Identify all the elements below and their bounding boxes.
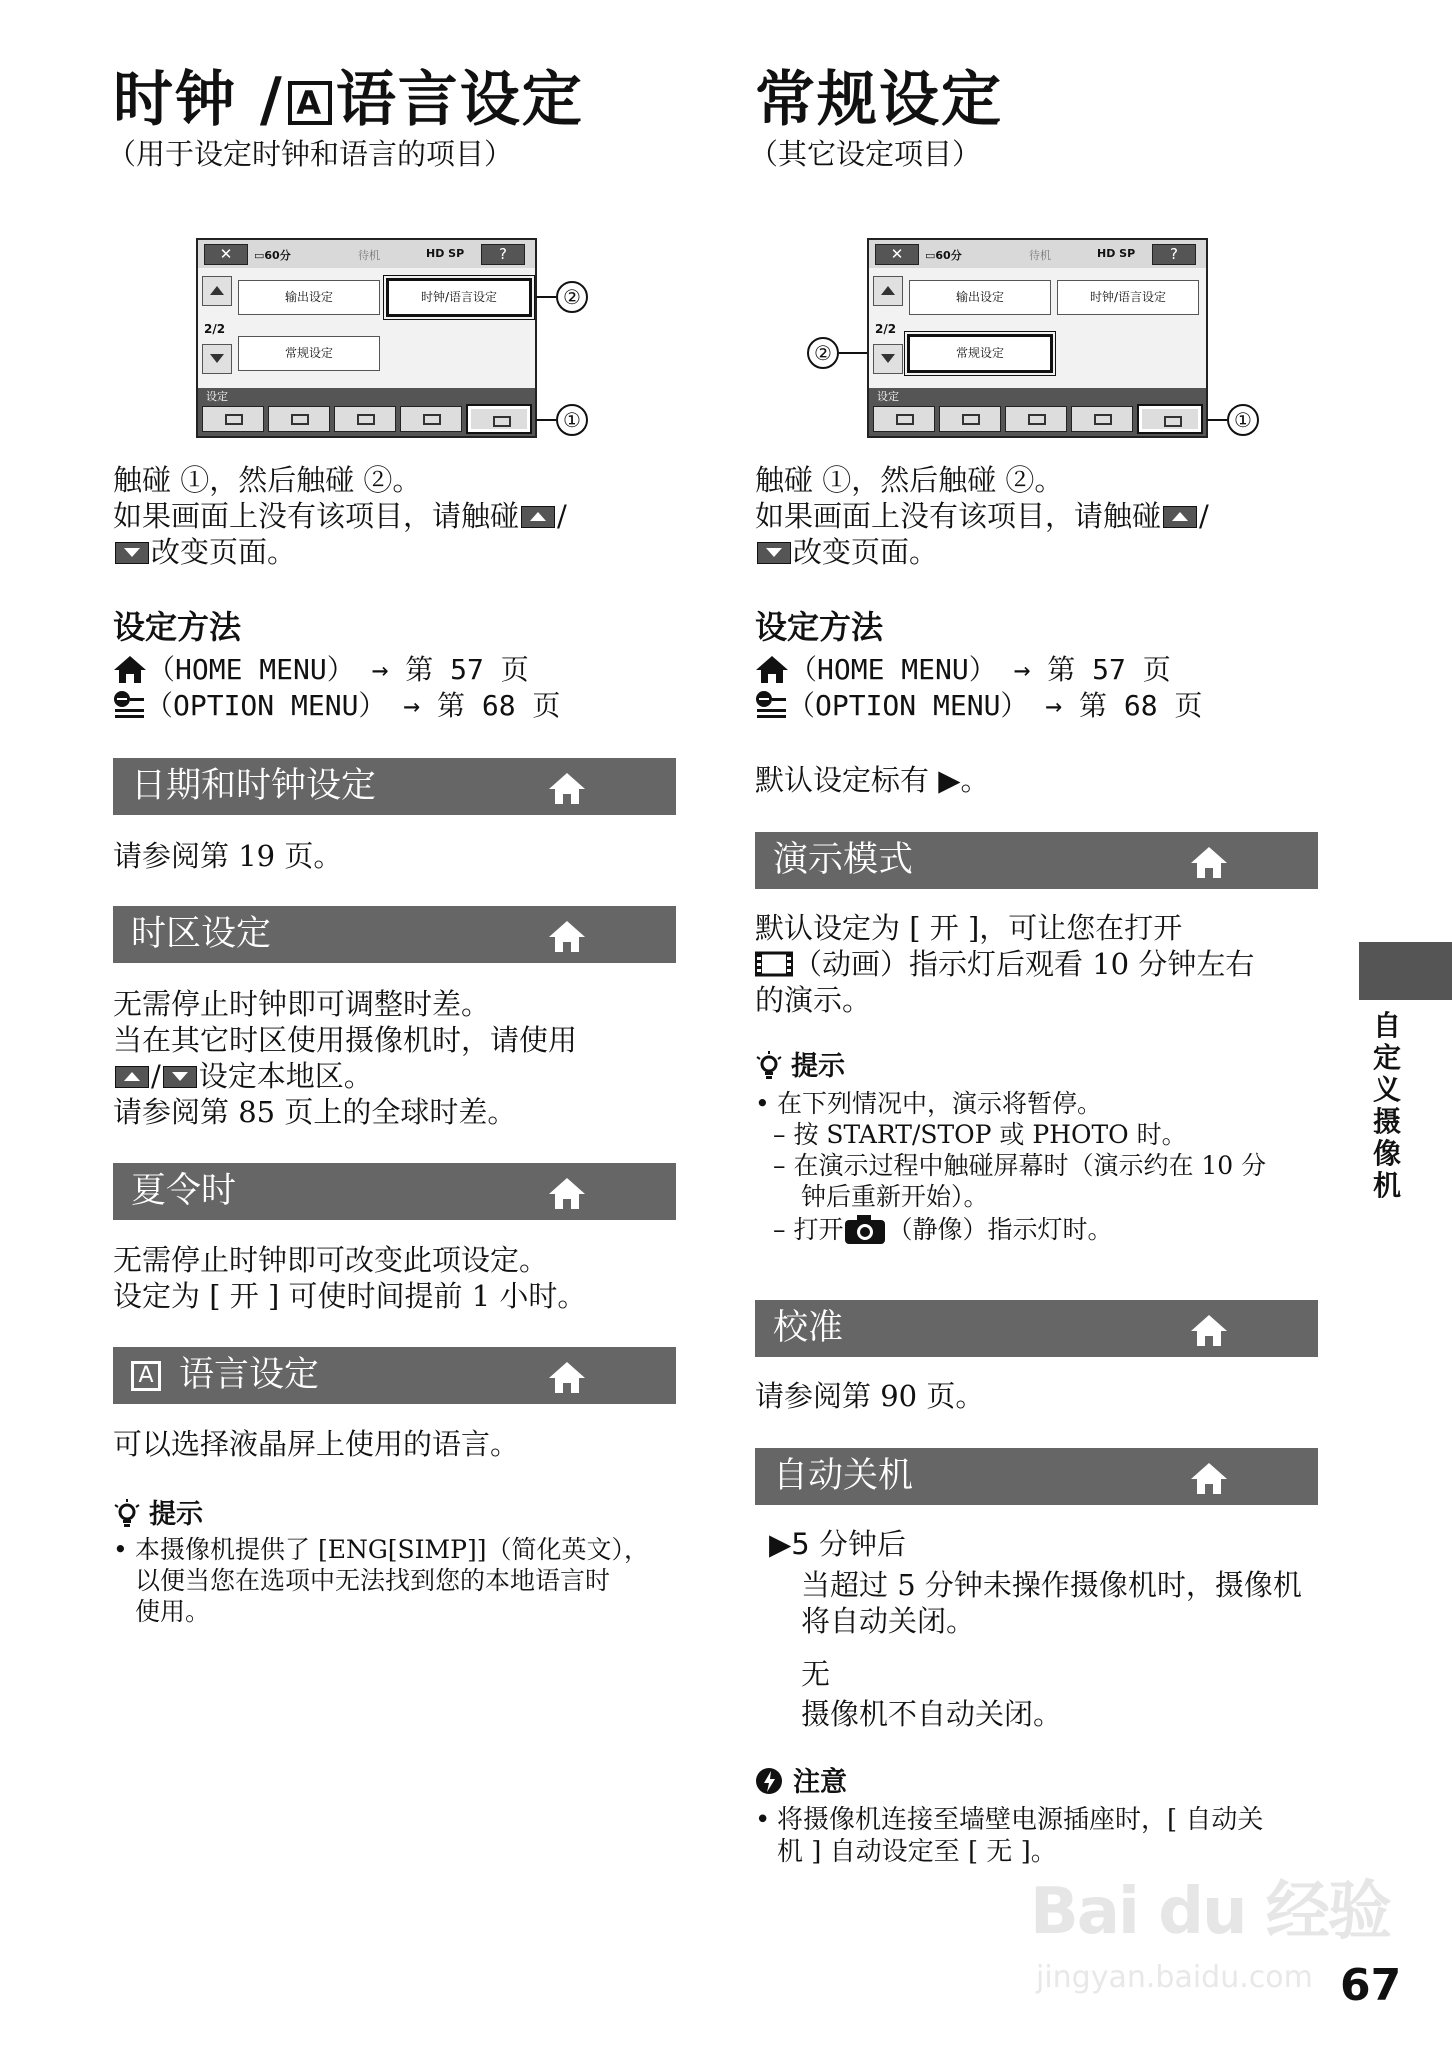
- home-icon: [548, 771, 586, 805]
- option-icon: [755, 690, 787, 720]
- menu-general-settings[interactable]: 常规设定: [238, 336, 380, 371]
- option-menu-ref: （OPTION MENU） → 第 68 页: [113, 688, 560, 724]
- section-bar-language: A 语言设定: [113, 1347, 676, 1404]
- tip-item: • 本摄像机提供了 [ENG[SIMP]]（简化英文），: [113, 1535, 649, 1564]
- section-bar-dst: 夏令时: [113, 1163, 676, 1220]
- tip-item: – 在演示过程中触碰屏幕时（演示约在 10 分: [773, 1151, 1267, 1180]
- camera-screen: [196, 238, 537, 438]
- screen-top-bar: [198, 240, 535, 268]
- note-list: [755, 1804, 1263, 1868]
- instruction-line: 改变页面。: [113, 534, 296, 570]
- record-mode: HD SP: [1097, 247, 1136, 260]
- page-title: [113, 52, 584, 138]
- note-item: • 将摄像机连接至墙壁电源插座时，[ 自动关: [755, 1805, 1264, 1835]
- battery-indicator: ▭60分: [254, 249, 291, 262]
- instruction-line: 改变页面。: [755, 534, 938, 570]
- page-down-button[interactable]: [202, 344, 232, 374]
- section-body: 的演示。: [755, 983, 872, 1017]
- home-menu-ref: （HOME MENU） → 第 57 页: [755, 652, 1171, 688]
- camera-icon: [225, 414, 243, 425]
- status-text: 待机: [358, 249, 380, 262]
- help-button[interactable]: ?: [1152, 244, 1196, 265]
- section-bar-auto-off: 自动关机: [755, 1448, 1318, 1505]
- option-menu-ref: （OPTION MENU） → 第 68 页: [755, 688, 1202, 724]
- callout-1: ①: [556, 404, 588, 436]
- tip-item: – 打开 （静像）指示灯时。: [755, 1212, 1266, 1246]
- tab-others[interactable]: [1005, 406, 1067, 432]
- section-body: （动画）指示灯后观看 10 分钟左右: [755, 946, 1254, 982]
- tips-heading: 提示: [113, 1492, 203, 1531]
- up-arrow-icon: [115, 1066, 149, 1088]
- screen-top-bar: [869, 240, 1206, 268]
- tips-heading: 提示: [755, 1044, 845, 1083]
- option-label: 无: [801, 1657, 831, 1691]
- title-part: 语言设定: [335, 65, 584, 135]
- callout-line: [536, 419, 556, 421]
- menu-output-settings[interactable]: 输出设定: [909, 280, 1051, 315]
- lightbulb-icon: [755, 1051, 783, 1081]
- note-heading: 注意: [755, 1760, 847, 1799]
- tip-item: 钟后重新开始）。: [801, 1182, 989, 1211]
- option-desc: 将自动关闭。: [801, 1604, 976, 1638]
- down-arrow-icon: [163, 1066, 197, 1088]
- callout-1: ①: [1227, 404, 1259, 436]
- instruction-line: 触碰 ①，然后触碰 ②。: [755, 463, 1064, 497]
- page-up-button[interactable]: [873, 276, 903, 306]
- title-part: 时钟 /: [113, 65, 284, 135]
- home-icon: [548, 1176, 586, 1210]
- tab-manage[interactable]: [1071, 406, 1133, 432]
- playback-icon: [962, 414, 980, 425]
- side-tab-marker: [1359, 942, 1452, 1000]
- language-icon: A: [288, 81, 332, 125]
- category-tabs: [871, 404, 1206, 434]
- callout-line: [1207, 419, 1227, 421]
- language-icon: A: [131, 1361, 161, 1391]
- toolbox-icon: [1164, 416, 1182, 427]
- status-text: 待机: [1029, 249, 1051, 262]
- triangle-down-icon: [881, 354, 895, 363]
- section-body: / 设定本地区。: [113, 1058, 373, 1094]
- category-tabs: [200, 404, 535, 434]
- camera-photo-icon: [843, 1212, 887, 1246]
- home-icon: [1190, 845, 1228, 879]
- playback-icon: [291, 414, 309, 425]
- help-button[interactable]: ?: [481, 244, 525, 265]
- side-label: 自定义摄像机: [1372, 1009, 1401, 1202]
- watermark-url: jingyan.baidu.com: [1036, 1960, 1313, 1995]
- callout-2: ②: [556, 281, 588, 313]
- warning-icon: [755, 1767, 783, 1795]
- default-note: 默认设定标有 ▶。: [755, 763, 990, 797]
- menu-clock-language[interactable]: 时钟/语言设定: [1057, 280, 1199, 315]
- tab-camera[interactable]: [202, 406, 264, 432]
- section-bar-date-clock: 日期和时钟设定: [113, 758, 676, 815]
- movie-icon: [755, 949, 793, 979]
- camera-icon: [896, 414, 914, 425]
- disc-icon: [423, 414, 441, 425]
- tab-camera[interactable]: [873, 406, 935, 432]
- tab-playback[interactable]: [939, 406, 1001, 432]
- lightbulb-icon: [113, 1499, 141, 1529]
- toolbox-icon: [493, 416, 511, 427]
- tip-list: [755, 1088, 1266, 1246]
- section-label: 设定: [877, 390, 899, 403]
- tab-playback[interactable]: [268, 406, 330, 432]
- instruction-line: 如果画面上没有该项目，请触碰 /: [113, 499, 567, 533]
- menu-general-settings[interactable]: 常规设定: [907, 334, 1053, 373]
- home-icon: [1190, 1313, 1228, 1347]
- triangle-up-icon: [210, 286, 224, 295]
- triangle-up-icon: [881, 286, 895, 295]
- home-icon: [1190, 1461, 1228, 1495]
- section-body: 无需停止时钟即可调整时差。: [113, 987, 491, 1021]
- home-icon: [113, 654, 147, 684]
- tip-item: – 按 START/STOP 或 PHOTO 时。: [773, 1120, 1187, 1149]
- up-arrow-icon: [521, 506, 555, 528]
- option-desc: 摄像机不自动关闭。: [801, 1697, 1063, 1731]
- section-label: 设定: [206, 390, 228, 403]
- record-mode: HD SP: [426, 247, 465, 260]
- option-icon: [113, 690, 145, 720]
- disc-icon: [1094, 414, 1112, 425]
- tip-list: [113, 1534, 649, 1627]
- callout-line: [839, 352, 867, 354]
- section-body: 请参阅第 90 页。: [755, 1379, 985, 1413]
- method-heading: 设定方法: [755, 608, 884, 646]
- section-body: 可以选择液晶屏上使用的语言。: [113, 1427, 520, 1461]
- option-label: ▶5 分钟后: [769, 1527, 906, 1561]
- triangle-down-icon: [210, 354, 224, 363]
- home-icon: [548, 919, 586, 953]
- tab-others[interactable]: [334, 406, 396, 432]
- page-indicator: 2/2: [204, 322, 226, 336]
- section-body: 默认设定为 [ 开 ]，可让您在打开: [755, 911, 1183, 945]
- menu-output-settings[interactable]: 输出设定: [238, 280, 380, 315]
- section-body: 无需停止时钟即可改变此项设定。: [113, 1243, 549, 1277]
- tip-item: • 在下列情况中，演示将暂停。: [755, 1089, 1103, 1118]
- page-indicator: 2/2: [875, 322, 897, 336]
- section-body: 请参阅第 19 页。: [113, 839, 343, 873]
- grid-icon: [1028, 414, 1046, 425]
- instruction-line: 如果画面上没有该项目，请触碰 /: [755, 499, 1209, 533]
- tip-item: 以便当您在选项中无法找到您的本地语言时: [135, 1566, 611, 1595]
- home-menu-ref: （HOME MENU） → 第 57 页: [113, 652, 529, 688]
- note-item: 机 ] 自动设定至 [ 无 ]。: [777, 1837, 1057, 1867]
- subtitle: （用于设定时钟和语言的项目）: [107, 137, 514, 171]
- page-up-button[interactable]: [202, 276, 232, 306]
- instruction-line: 触碰 ①，然后触碰 ②。: [113, 463, 422, 497]
- page-title: 常规设定: [755, 65, 1003, 135]
- section-bar-calibration: 校准: [755, 1300, 1318, 1357]
- watermark: Bai du 经验: [1030, 1875, 1390, 1949]
- camera-screen: [867, 238, 1208, 438]
- method-heading: 设定方法: [113, 608, 242, 646]
- tip-item: 使用。: [135, 1597, 211, 1626]
- page-down-button[interactable]: [873, 344, 903, 374]
- section-body: 设定为 [ 开 ] 可使时间提前 1 小时。: [113, 1279, 587, 1313]
- up-arrow-icon: [1163, 506, 1197, 528]
- tab-settings[interactable]: [1139, 406, 1201, 432]
- down-arrow-icon: [115, 542, 149, 564]
- section-bar-demo-mode: 演示模式: [755, 832, 1318, 889]
- battery-indicator: ▭60分: [925, 249, 962, 262]
- callout-line: [536, 296, 556, 298]
- down-arrow-icon: [757, 542, 791, 564]
- home-icon: [755, 654, 789, 684]
- home-icon: [548, 1360, 586, 1394]
- subtitle: （其它设定项目）: [749, 137, 982, 171]
- section-body: 当在其它时区使用摄像机时，请使用: [113, 1023, 578, 1057]
- callout-2: ②: [807, 337, 839, 369]
- section-bar-timezone: 时区设定: [113, 906, 676, 963]
- grid-icon: [357, 414, 375, 425]
- section-body: 请参阅第 85 页上的全球时差。: [113, 1095, 517, 1129]
- option-desc: 当超过 5 分钟未操作摄像机时，摄像机: [801, 1568, 1302, 1602]
- close-button[interactable]: ✕: [204, 244, 248, 265]
- close-button[interactable]: ✕: [875, 244, 919, 265]
- tab-manage[interactable]: [400, 406, 462, 432]
- page-number: 67: [1340, 1960, 1402, 2011]
- tab-settings[interactable]: [468, 406, 530, 432]
- menu-clock-language[interactable]: 时钟/语言设定: [386, 278, 532, 317]
